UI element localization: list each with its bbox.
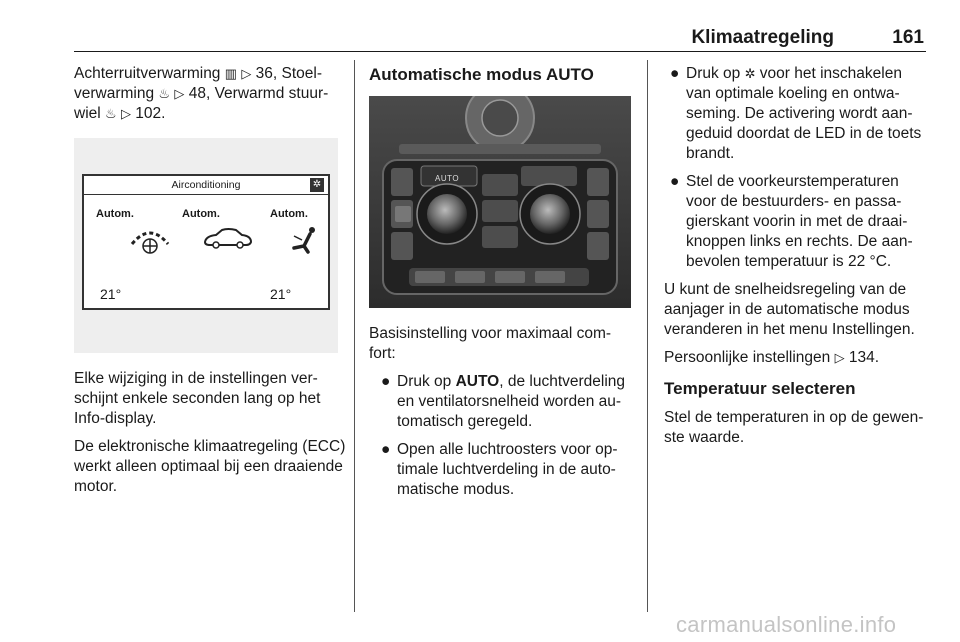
display-screen <box>82 174 330 310</box>
paragraph: U kunt de snelheidsregeling van de aanjager in de automatische modus veranderen in het menu Instellingen. <box>664 281 915 338</box>
column-3 <box>664 64 926 456</box>
airflow-label: Autom. <box>182 208 220 220</box>
page-ref[interactable]: 36 <box>255 65 273 82</box>
ac-snowflake-icon: ✲ <box>744 66 756 81</box>
arrow-ref-icon: ▷ <box>174 86 185 101</box>
bullet-icon: ● <box>381 373 391 390</box>
paragraph: Elke wijziging in de instellingen ver-schijnt enkele seconden lang op het Info-display. <box>74 370 321 427</box>
column-2 <box>369 64 637 508</box>
paragraph: Stel de temperaturen in op de gewen-ste waarde. <box>664 409 924 446</box>
arrow-ref-icon: ▷ <box>834 350 845 365</box>
arrow-ref-icon: ▷ <box>120 106 131 121</box>
watermark: carmanualsonline.info <box>676 612 897 637</box>
paragraph: Persoonlijke instellingen ▷ 134. <box>664 349 880 366</box>
column-1 <box>74 64 346 505</box>
column-divider <box>354 60 355 612</box>
display-title: Airconditioning <box>171 179 241 191</box>
fan-icon <box>128 226 172 256</box>
bullet-icon: ● <box>381 441 391 458</box>
climate-panel-photo <box>369 96 631 308</box>
chapter-title: Klimaatregeling <box>691 27 834 48</box>
page-ref[interactable]: 134 <box>848 349 875 366</box>
temp-left: 21° <box>100 286 122 302</box>
paragraph: Achterruitverwarming ▥ ▷ 36, Stoel-verwarming ♨ ▷ 48, Verwarmd stuur-wiel ♨ ▷ 102. <box>74 65 329 122</box>
list-item: ● Stel de voorkeurstemperaturen voor de bestuurders- en passa-gierskant voorin in met de draai-knoppen links en rechts. De aan-bevolen temperatuur is 22 °C. <box>670 173 913 270</box>
section-heading: Automatische modus AUTO <box>369 65 594 84</box>
steering-wheel-heating-icon: ♨ <box>105 106 117 121</box>
paragraph: Basisinstelling voor maximaal com-fort: <box>369 325 612 362</box>
page-number: 161 <box>892 27 924 48</box>
auto-key-label: AUTO <box>455 373 500 390</box>
column-divider <box>647 60 648 612</box>
paragraph: De elektronische klimaatregeling (ECC) werkt alleen optimaal bij een draaiende motor. <box>74 438 346 495</box>
list-item: ● Druk op AUTO, de luchtverdeling en ventilatorsnelheid worden au-tomatisch geregeld. <box>381 373 626 430</box>
bullet-list <box>369 372 637 500</box>
temp-right: 21° <box>270 286 292 302</box>
bullet-icon: ● <box>670 65 680 82</box>
page-ref[interactable]: 102 <box>135 105 162 122</box>
distribution-label: Autom. <box>270 208 308 220</box>
climate-panel-illustration <box>369 96 631 308</box>
car-icon <box>202 226 254 250</box>
auto-button: AUTO <box>435 174 460 183</box>
info-display-figure <box>74 138 338 353</box>
list-item: ● Open alle luchtroosters voor op-timale luchtverdeling in de auto-matische modus. <box>381 441 618 498</box>
page-header <box>74 22 926 52</box>
bullet-icon: ● <box>670 173 680 190</box>
display-title-bar <box>84 176 328 195</box>
settings-icon: ✲ <box>310 178 324 192</box>
bullet-list <box>664 64 926 272</box>
rear-window-heating-icon: ▥ <box>224 66 238 81</box>
air-distribution-seat-icon <box>290 226 320 256</box>
fan-label: Autom. <box>96 208 134 220</box>
page-ref[interactable]: 48 <box>188 85 206 102</box>
arrow-ref-icon: ▷ <box>241 66 252 81</box>
list-item: ● Druk op ✲ voor het inschakelen van optimale koeling en ontwa-seming. De activering wordt aan-geduid doordat de LED in de toets brandt. <box>670 65 922 162</box>
section-heading: Temperatuur selecteren <box>664 379 856 398</box>
seat-heating-icon: ♨ <box>158 86 171 101</box>
